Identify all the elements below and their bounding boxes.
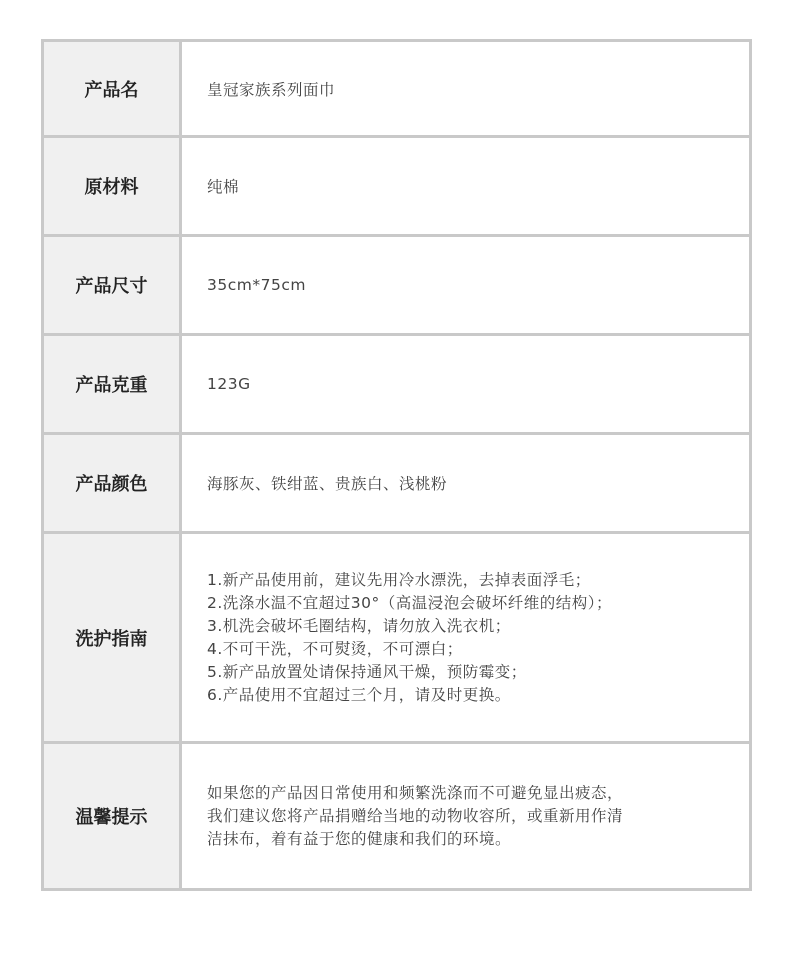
care-guide-item: 6.产品使用不宜超过三个月，请及时更换。	[207, 685, 511, 704]
care-guide-item: 1.新产品使用前，建议先用冷水漂洗，去掉表面浮毛；	[207, 570, 591, 589]
spec-row-product-name	[44, 42, 749, 138]
tips-line: 我们建议您将产品捐赠给当地的动物收容所，或重新用作清	[207, 806, 624, 825]
spec-value	[182, 744, 749, 888]
spec-value: 纯棉	[182, 138, 749, 234]
spec-label: 洗护指南	[44, 534, 182, 741]
spec-label: 产品尺寸	[44, 237, 182, 333]
spec-value: 皇冠家族系列面巾	[182, 42, 749, 135]
spec-row-colors	[44, 435, 749, 534]
tips-line: 洁抹布，着有益于您的健康和我们的环境。	[207, 829, 512, 848]
spec-row-tips	[44, 744, 749, 888]
tips-text	[207, 782, 623, 851]
spec-row-weight	[44, 336, 749, 435]
care-guide-item: 2.洗涤水温不宜超过30°（高温浸泡会破坏纤维的结构）；	[207, 593, 613, 612]
spec-label: 产品名	[44, 42, 182, 135]
care-guide-item: 4.不可干洗，不可熨烫，不可漂白；	[207, 639, 463, 658]
tips-line: 如果您的产品因日常使用和频繁洗涤而不可避免显出疲态，	[207, 783, 624, 802]
spec-value: 123G	[182, 336, 749, 432]
spec-value: 35cm*75cm	[182, 237, 749, 333]
care-guide-item: 3.机洗会破坏毛圈结构，请勿放入洗衣机；	[207, 616, 511, 635]
spec-row-size	[44, 237, 749, 336]
spec-row-care-guide	[44, 534, 749, 744]
spec-label: 产品颜色	[44, 435, 182, 531]
care-guide-list	[207, 569, 612, 707]
care-guide-item: 5.新产品放置处请保持通风干燥，预防霉变；	[207, 662, 527, 681]
spec-label: 温馨提示	[44, 744, 182, 888]
spec-label: 产品克重	[44, 336, 182, 432]
spec-value: 海豚灰、铁绀蓝、贵族白、浅桃粉	[182, 435, 749, 531]
product-spec-table	[41, 39, 752, 891]
spec-label: 原材料	[44, 138, 182, 234]
spec-row-material	[44, 138, 749, 237]
spec-value	[182, 534, 749, 741]
